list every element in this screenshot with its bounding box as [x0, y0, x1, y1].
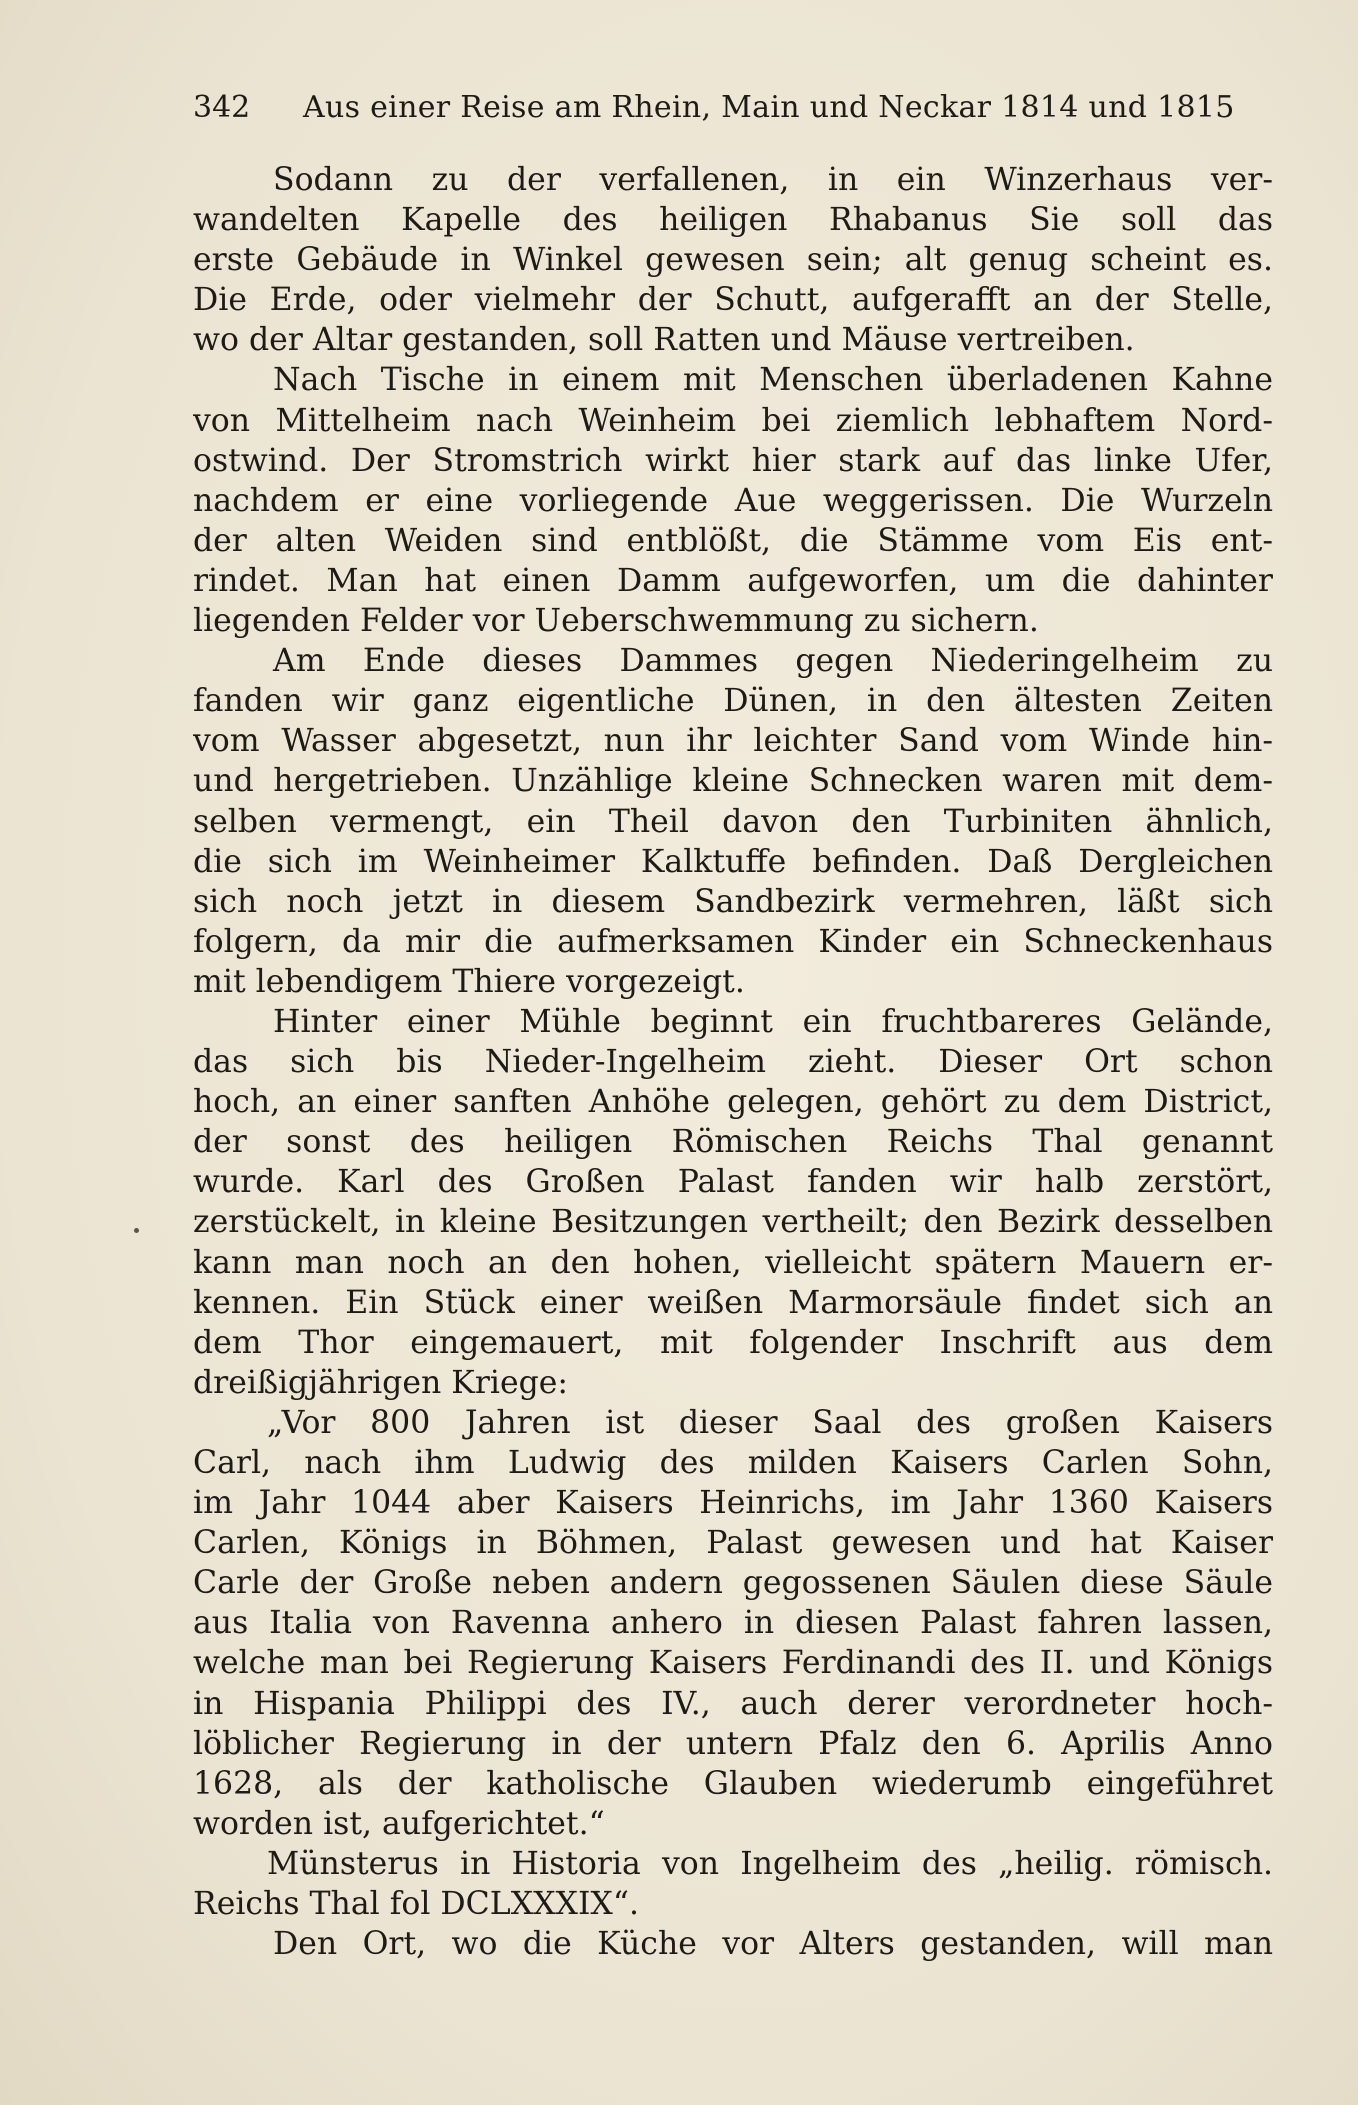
text-line: fanden wir ganz eigentliche Dünen, in den ältesten Zeiten	[193, 683, 1273, 720]
text-line: Nach Tische in einem mit Menschen überladenen Kahne	[273, 362, 1273, 399]
text-line: liegenden Felder vor Ueberschwemmung zu sichern.	[193, 603, 1039, 640]
text-line: dreißigjährigen Kriege:	[193, 1364, 569, 1401]
running-title: Aus einer Reise am Rhein, Main und Neckar 1814 und 1815	[303, 90, 1235, 125]
text-line: zerstückelt, in kleine Besitzungen vertheilt; den Bezirk desselben	[193, 1204, 1273, 1241]
text-line: wo der Altar gestanden, soll Ratten und Mäuse vertreiben.	[193, 322, 1135, 359]
text-line: Die Erde, oder vielmehr der Schutt, aufgerafft an der Stelle,	[193, 282, 1273, 319]
margin-speck	[134, 1228, 139, 1233]
text-line: mit lebendigem Thiere vorgezeigt.	[193, 963, 745, 1000]
text-line: Sodann zu der verfallenen, in ein Winzerhaus ver-	[273, 162, 1273, 198]
text-line: das sich bis Nieder-Ingelheim zieht. Dieser Ort schon	[193, 1044, 1273, 1081]
text-line: Carle der Große neben andern gegossenen Säulen diese Säule	[193, 1565, 1273, 1602]
text-line: in Hispania Philippi des IV., auch derer verordneter hoch-	[193, 1685, 1273, 1722]
text-line: worden ist, aufgerichtet.“	[193, 1805, 605, 1842]
text-line: der sonst des heiligen Römischen Reichs Thal genannt	[193, 1124, 1273, 1161]
text-line: ostwind. Der Stromstrich wirkt hier stark auf das linke Ufer,	[193, 442, 1273, 479]
text-line: wandelten Kapelle des heiligen Rhabanus Sie soll das	[193, 202, 1273, 239]
page-number: 342	[193, 90, 251, 125]
text-line: erste Gebäude in Winkel gewesen sein; alt genug scheint es.	[193, 242, 1273, 279]
text-line: die sich im Weinheimer Kalktuffe befinden. Daß Dergleichen	[193, 843, 1273, 880]
text-line: selben vermengt, ein Theil davon den Turbiniten ähnlich,	[193, 803, 1273, 840]
text-line: sich noch jetzt in diesem Sandbezirk vermehren, läßt sich	[193, 883, 1273, 920]
text-line: wurde. Karl des Großen Palast fanden wir halb zerstört,	[193, 1164, 1273, 1201]
text-line: Am Ende dieses Dammes gegen Niederingelheim zu	[273, 643, 1273, 680]
text-line: nachdem er eine vorliegende Aue weggerissen. Die Wurzeln	[193, 482, 1273, 519]
text-line: Münsterus in Historia von Ingelheim des „heilig. römisch.	[267, 1845, 1273, 1882]
text-line: welche man bei Regierung Kaisers Ferdinandi des II. und Königs	[193, 1645, 1273, 1682]
text-line: „Vor 800 Jahren ist dieser Saal des großen Kaisers	[267, 1404, 1273, 1441]
text-line: Carlen, Königs in Böhmen, Palast gewesen und hat Kaiser	[193, 1525, 1273, 1562]
text-line: löblicher Regierung in der untern Pfalz den 6. Aprilis Anno	[193, 1725, 1273, 1762]
text-line: der alten Weiden sind entblößt, die Stämme vom Eis ent-	[193, 522, 1273, 559]
text-line: von Mittelheim nach Weinheim bei ziemlich lebhaftem Nord-	[193, 402, 1273, 439]
text-line: Carl, nach ihm Ludwig des milden Kaisers Carlen Sohn,	[193, 1445, 1273, 1481]
text-line: Reichs Thal fol DCLXXXIX“.	[193, 1886, 639, 1923]
text-line: dem Thor eingemauert, mit folgender Inschrift aus dem	[193, 1324, 1273, 1361]
text-line: kann man noch an den hohen, vielleicht spätern Mauern er-	[193, 1244, 1273, 1281]
text-line: 1628, als der katholische Glauben wiederumb eingeführet	[193, 1765, 1273, 1802]
page-header	[193, 88, 1235, 128]
body-text	[193, 160, 1273, 1964]
text-line: und hergetrieben. Unzählige kleine Schnecken waren mit dem-	[193, 763, 1273, 800]
text-line: im Jahr 1044 aber Kaisers Heinrichs, im Jahr 1360 Kaisers	[193, 1485, 1273, 1522]
text-line: aus Italia von Ravenna anhero in diesen Palast fahren lassen,	[193, 1605, 1273, 1642]
text-line: hoch, an einer sanften Anhöhe gelegen, gehört zu dem District,	[193, 1084, 1273, 1121]
text-line: folgern, da mir die aufmerksamen Kinder ein Schneckenhaus	[193, 923, 1273, 960]
text-line: rindet. Man hat einen Damm aufgeworfen, um die dahinter	[193, 562, 1273, 599]
text-line: Hinter einer Mühle beginnt ein fruchtbareres Gelände,	[273, 1003, 1273, 1040]
text-line: vom Wasser abgesetzt, nun ihr leichter Sand vom Winde hin-	[193, 723, 1273, 760]
text-line: Den Ort, wo die Küche vor Alters gestanden, will man	[273, 1926, 1273, 1963]
text-line: kennen. Ein Stück einer weißen Marmorsäule findet sich an	[193, 1284, 1273, 1321]
